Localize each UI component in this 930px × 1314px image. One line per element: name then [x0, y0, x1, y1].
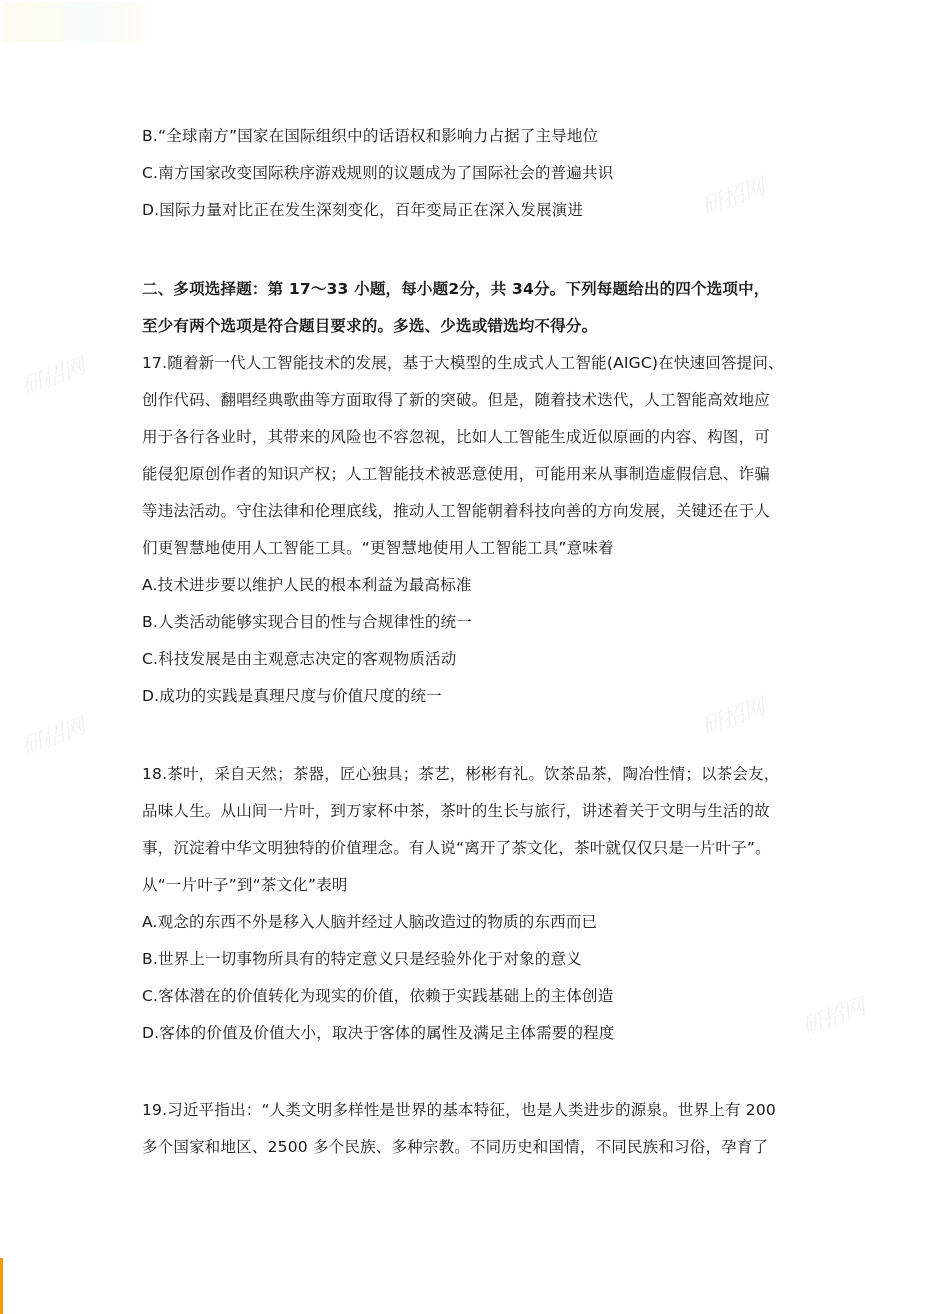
- text-line-q18-l1: 18.茶叶，采自天然；茶器，匠心独具；茶艺，彬彬有礼。饮茶品茶，陶冶性情；以茶会友，: [142, 765, 780, 783]
- text-line-q18-l3: 事，沉淀着中华文明独特的价值理念。有人说“离开了茶文化，茶叶就仅仅只是一片叶子”。: [142, 839, 771, 857]
- watermark: 研招网: [18, 354, 89, 401]
- watermark: 研招网: [798, 994, 869, 1041]
- text-line-q19-l2: 多个国家和地区、2500 多个民族、多种宗教。不同历史和国情，不同民族和习俗，孕育了: [142, 1138, 769, 1156]
- text-line-q17-d: D.成功的实践是真理尺度与价值尺度的统一: [142, 687, 442, 705]
- watermark: 研招网: [698, 174, 769, 221]
- text-line-q17-c: C.科技发展是由主观意志决定的客观物质活动: [142, 650, 457, 668]
- text-line-q17-l5: 等违法活动。守住法律和伦理底线，推动人工智能朝着科技向善的方向发展，关键还在于人: [142, 502, 771, 520]
- text-line-q18-b: B.世界上一切事物所具有的特定意义只是经验外化于对象的意义: [142, 950, 582, 968]
- text-line-q19-l1: 19.习近平指出：“人类文明多样性是世界的基本特征，也是人类进步的源泉。世界上有 200: [142, 1101, 776, 1119]
- text-line-q18-a: A.观念的东西不外是移入人脑并经过人脑改造过的物质的东西而已: [142, 913, 598, 931]
- text-line-q17-l6: 们更智慧地使用人工智能工具。“更智慧地使用人工智能工具”意味着: [142, 539, 614, 557]
- text-line-q17-l4: 能侵犯原创作者的知识产权；人工智能技术被恶意使用，可能用来从事制造虚假信息、诈骗: [142, 465, 771, 483]
- header-logo-strip: [4, 2, 154, 42]
- text-line-q17-l1: 17.随着新一代人工智能技术的发展，基于大模型的生成式人工智能(AIGC)在快速回答提问、: [142, 354, 784, 372]
- page-edge-accent: [0, 1258, 3, 1314]
- text-line-q17-l3: 用于各行各业时，其带来的风险也不容忽视，比如人工智能生成近似原画的内容、构图，可: [142, 428, 771, 446]
- watermark: 研招网: [18, 714, 89, 761]
- text-line-q17-l2: 创作代码、翻唱经典歌曲等方面取得了新的突破。但是，随着技术迭代，人工智能高效地应: [142, 391, 771, 409]
- text-line-section2-l2: 至少有两个选项是符合题目要求的。多选、少选或错选均不得分。: [142, 317, 598, 335]
- text-line-q16-c: C.南方国家改变国际秩序游戏规则的议题成为了国际社会的普遍共识: [142, 164, 614, 182]
- text-line-q18-l4: 从“一片叶子”到“茶文化”表明: [142, 876, 348, 894]
- text-line-q18-d: D.客体的价值及价值大小，取决于客体的属性及满足主体需要的程度: [142, 1024, 615, 1042]
- text-line-q17-b: B.人类活动能够实现合目的性与合规律性的统一: [142, 613, 472, 631]
- watermark: 研招网: [698, 694, 769, 741]
- text-line-q17-a: A.技术进步要以维护人民的根本利益为最高标准: [142, 576, 472, 594]
- text-line-q16-b: B.“全球南方”国家在国际组织中的话语权和影响力占据了主导地位: [142, 127, 599, 145]
- text-line-section2-l1: 二、多项选择题：第 17～33 小题，每小题2分，共 34分。下列每题给出的四个选项中，: [142, 280, 770, 298]
- text-line-q18-c: C.客体潜在的价值转化为现实的价值，依赖于实践基础上的主体创造: [142, 987, 614, 1005]
- text-line-q16-d: D.国际力量对比正在发生深刻变化，百年变局正在深入发展演进: [142, 201, 584, 219]
- text-line-q18-l2: 品味人生。从山间一片叶，到万家杯中茶，茶叶的生长与旅行，讲述着关于文明与生活的故: [142, 802, 771, 820]
